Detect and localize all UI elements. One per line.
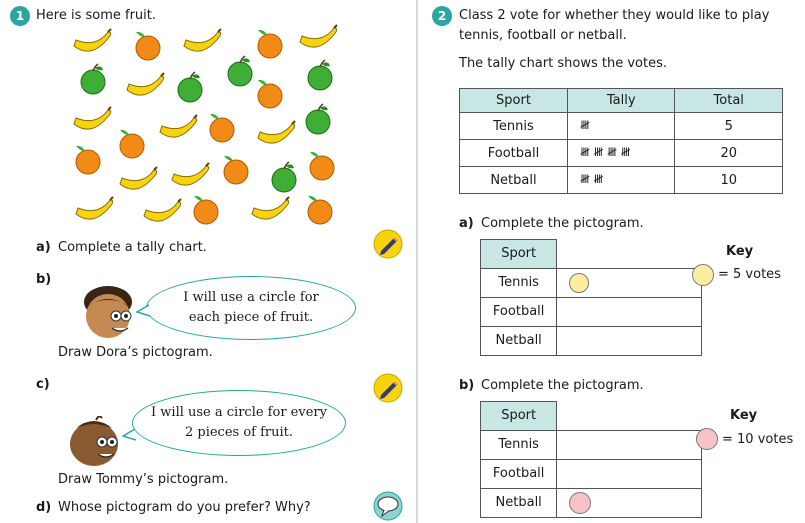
- q2-intro-line2: tennis, football or netball.: [459, 28, 627, 43]
- q2b-text: Complete the pictogram.: [481, 378, 644, 393]
- column-divider: [416, 0, 418, 523]
- pictogram-a-header: Sport: [481, 240, 557, 269]
- table-row: [481, 459, 702, 488]
- tally-header-sport: Sport: [460, 89, 568, 113]
- pictogram-a-table: [480, 239, 702, 356]
- q2a-label: a): [459, 216, 474, 231]
- banana-1: [74, 29, 111, 51]
- key-b-title: Key: [730, 408, 758, 423]
- table-row: [481, 430, 702, 459]
- apple-6: [272, 162, 296, 192]
- q1-intro: Here is some fruit.: [36, 8, 157, 23]
- tally-total-cell: 5: [675, 113, 783, 140]
- banana-11: [144, 199, 181, 221]
- dora-speech-text: I will use a circle for each piece of fruit.: [183, 290, 319, 325]
- apple-2: [178, 72, 202, 102]
- table-row: [460, 167, 783, 194]
- pencil-icon: [372, 228, 404, 260]
- tommy-bubble-tail: [122, 428, 138, 442]
- key-a-text: = 5 votes: [718, 267, 781, 282]
- yellow-circle-symbol: [569, 273, 589, 293]
- tally-chart-table: [459, 88, 783, 194]
- key-b-text: = 10 votes: [722, 432, 794, 447]
- tally-marks-cell: 𝍸 𝍸 𝍸 𝍸: [567, 140, 675, 167]
- q1d-text: Whose pictogram do you prefer? Why?: [58, 500, 311, 515]
- question-1-number: 1: [10, 6, 30, 26]
- tommy-speech-bubble: [132, 390, 346, 456]
- orange-5: [210, 114, 234, 142]
- pictogram-b-row-label: Tennis: [481, 430, 557, 459]
- orange-7: [224, 156, 248, 184]
- pictogram-b-row-label: Netball: [481, 488, 557, 517]
- key-b-circle-symbol: [696, 428, 718, 450]
- table-row: [481, 268, 702, 297]
- apple-4: [308, 60, 332, 90]
- tally-marks-cell: 𝍸 𝍸: [567, 167, 675, 194]
- pink-circle-symbol: [569, 492, 591, 514]
- orange-4: [120, 130, 144, 158]
- pictogram-b-cell[interactable]: [557, 459, 702, 488]
- q2b-label: b): [459, 378, 475, 393]
- orange-3: [258, 80, 282, 108]
- key-a-circle-symbol: [692, 264, 714, 286]
- banana-3: [300, 25, 337, 47]
- orange-8: [310, 152, 334, 180]
- fruit-picture: [60, 22, 350, 232]
- tally-sport-cell: Football: [460, 140, 568, 167]
- pictogram-b-table: [480, 401, 702, 518]
- apple-1: [81, 64, 105, 94]
- pictogram-b-cell[interactable]: [557, 488, 702, 517]
- banana-6: [160, 115, 197, 137]
- key-a-title: Key: [726, 244, 754, 259]
- orange-10: [308, 196, 332, 224]
- banana-2: [184, 29, 221, 51]
- banana-4: [127, 73, 164, 95]
- pictogram-b-header: Sport: [481, 402, 557, 431]
- tommy-avatar: [66, 416, 126, 468]
- orange-1: [136, 32, 160, 60]
- banana-5: [74, 107, 111, 129]
- tommy-speech-text: I will use a circle for every 2 pieces of fruit.: [151, 405, 327, 440]
- pictogram-a-row-label: Netball: [481, 326, 557, 355]
- banana-8: [120, 167, 157, 189]
- banana-7: [258, 121, 295, 143]
- table-row: [460, 113, 783, 140]
- table-row: [481, 488, 702, 517]
- dora-bubble-tail: [136, 304, 152, 318]
- pictogram-b-row-label: Football: [481, 459, 557, 488]
- q2a-text: Complete the pictogram.: [481, 216, 644, 231]
- q1d-label: d): [36, 500, 52, 515]
- q1c-label: c): [36, 377, 50, 392]
- tally-header-tally: Tally: [567, 89, 675, 113]
- q1a-label: a): [36, 240, 51, 255]
- tally-sport-cell: Tennis: [460, 113, 568, 140]
- table-row: [481, 297, 702, 326]
- table-row: [460, 140, 783, 167]
- banana-9: [172, 163, 209, 185]
- pictogram-b-cell[interactable]: [557, 430, 702, 459]
- pictogram-a-cell[interactable]: [557, 326, 702, 355]
- tally-sport-cell: Netball: [460, 167, 568, 194]
- pictogram-a-cell[interactable]: [557, 297, 702, 326]
- q1b-label: b): [36, 272, 52, 287]
- q2-tally-intro: The tally chart shows the votes.: [459, 56, 667, 71]
- q1b-instruction: Draw Dora’s pictogram.: [58, 345, 213, 360]
- orange-6: [76, 146, 100, 174]
- tally-header-total: Total: [675, 89, 783, 113]
- pictogram-a-row-label: Tennis: [481, 268, 557, 297]
- q2-intro-line1: Class 2 vote for whether they would like to play: [459, 8, 770, 23]
- orange-9: [194, 196, 218, 224]
- tally-marks-cell: 𝍸: [567, 113, 675, 140]
- tally-total-cell: 20: [675, 140, 783, 167]
- banana-12: [252, 197, 289, 219]
- q1c-instruction: Draw Tommy’s pictogram.: [58, 472, 229, 487]
- table-row: [481, 326, 702, 355]
- question-2-number: 2: [432, 6, 452, 26]
- dora-avatar: [78, 284, 138, 342]
- discussion-bubble-icon: [372, 490, 404, 522]
- orange-2: [258, 30, 282, 58]
- pictogram-a-row-label: Football: [481, 297, 557, 326]
- dora-speech-bubble: [146, 276, 356, 340]
- apple-3: [228, 56, 252, 86]
- q1a-text: Complete a tally chart.: [58, 240, 207, 255]
- tally-total-cell: 10: [675, 167, 783, 194]
- pictogram-a-cell[interactable]: [557, 268, 702, 297]
- apple-5: [306, 104, 330, 134]
- banana-10: [76, 197, 113, 219]
- pencil-icon: [372, 372, 404, 404]
